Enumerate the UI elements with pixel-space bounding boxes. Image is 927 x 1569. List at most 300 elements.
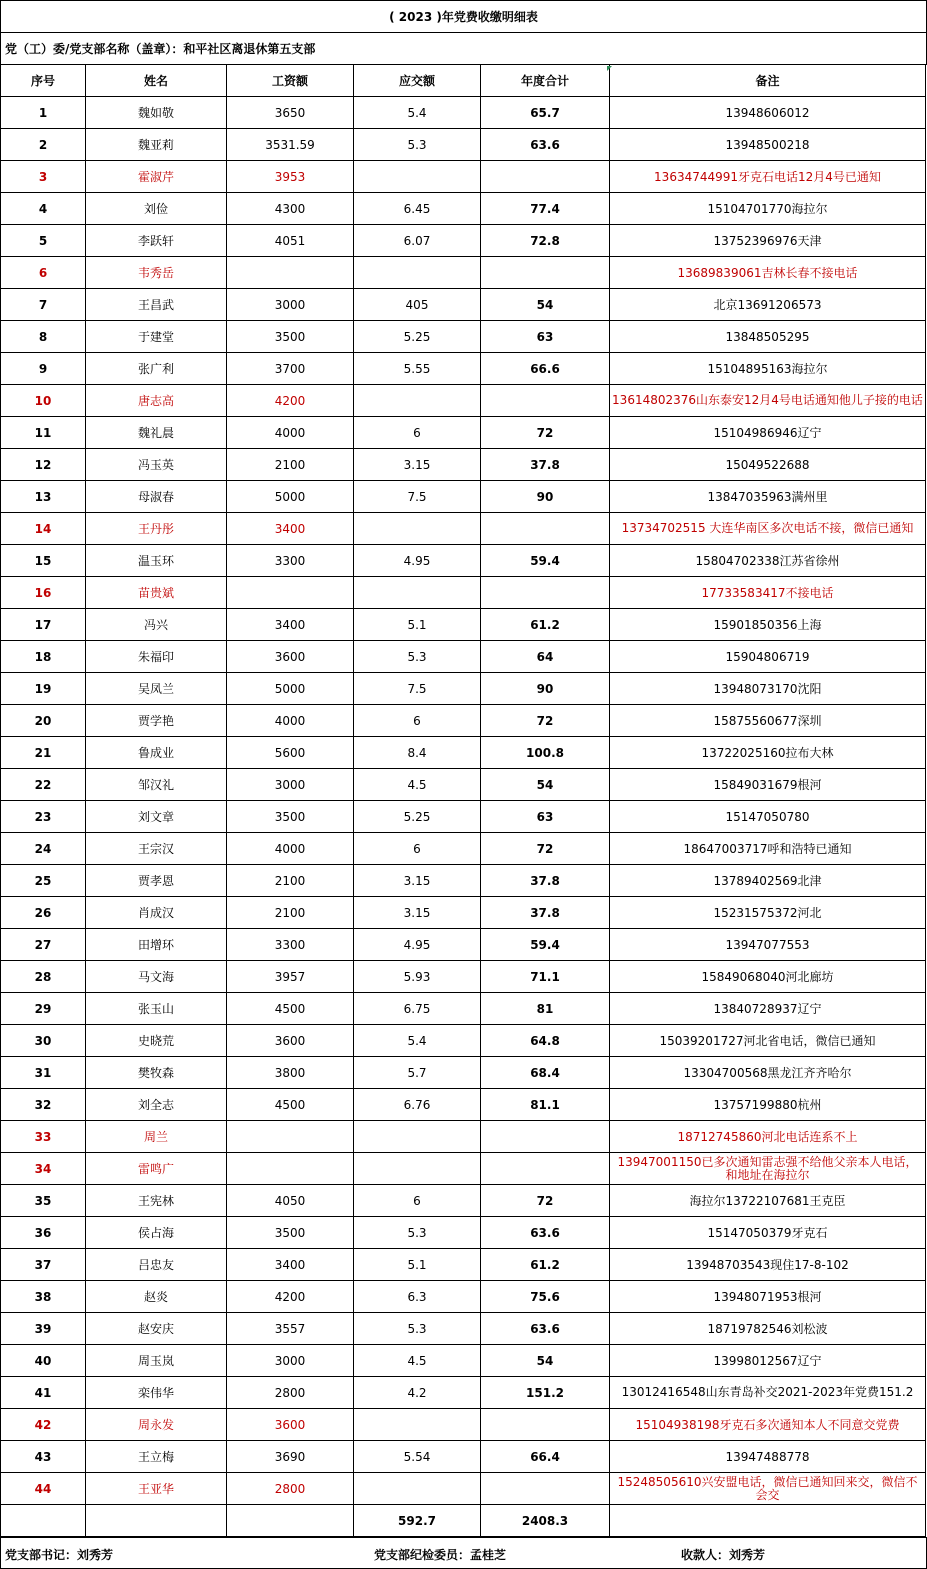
row-no: 43 bbox=[0, 1441, 86, 1473]
row-salary: 3600 bbox=[227, 641, 354, 673]
row-no: 1 bbox=[0, 97, 86, 129]
table-row bbox=[0, 1121, 927, 1153]
row-salary bbox=[227, 577, 354, 609]
row-name: 韦秀岳 bbox=[86, 257, 227, 289]
row-total: 81.1 bbox=[481, 1089, 610, 1121]
row-name: 刘全志 bbox=[86, 1089, 227, 1121]
row-salary: 3300 bbox=[227, 545, 354, 577]
row-total: 72.8 bbox=[481, 225, 610, 257]
row-salary: 4200 bbox=[227, 1281, 354, 1313]
row-total: 63 bbox=[481, 801, 610, 833]
row-due: 5.4 bbox=[354, 97, 481, 129]
totals-no bbox=[0, 1505, 86, 1537]
row-name: 王宪林 bbox=[86, 1185, 227, 1217]
inspector-label: 党支部纪检委员：孟桂芝 bbox=[374, 1548, 507, 1562]
row-note: 13614802376山东泰安12月4号电话通知他儿子接的电话 bbox=[610, 385, 926, 417]
row-due bbox=[354, 257, 481, 289]
row-name: 赵安庆 bbox=[86, 1313, 227, 1345]
row-name: 王立梅 bbox=[86, 1441, 227, 1473]
row-due: 7.5 bbox=[354, 481, 481, 513]
row-total: 72 bbox=[481, 705, 610, 737]
row-note: 15147050780 bbox=[610, 801, 926, 833]
row-total: 63.6 bbox=[481, 1217, 610, 1249]
table-row bbox=[0, 833, 927, 865]
table-row bbox=[0, 673, 927, 705]
row-due: 6.3 bbox=[354, 1281, 481, 1313]
row-no: 13 bbox=[0, 481, 86, 513]
row-due: 4.95 bbox=[354, 545, 481, 577]
row-salary bbox=[227, 1153, 354, 1185]
row-total bbox=[481, 1153, 610, 1185]
totals-total: 2408.3 bbox=[481, 1505, 610, 1537]
row-due: 3.15 bbox=[354, 897, 481, 929]
row-note: 13848505295 bbox=[610, 321, 926, 353]
row-name: 马文海 bbox=[86, 961, 227, 993]
row-no: 26 bbox=[0, 897, 86, 929]
row-total: 68.4 bbox=[481, 1057, 610, 1089]
table-row bbox=[0, 321, 927, 353]
table-row bbox=[0, 1313, 927, 1345]
table-row bbox=[0, 1281, 927, 1313]
row-note: 13948071953根河 bbox=[610, 1281, 926, 1313]
table-row bbox=[0, 737, 927, 769]
table-row bbox=[0, 481, 927, 513]
row-salary: 4051 bbox=[227, 225, 354, 257]
table-row bbox=[0, 705, 927, 737]
table-row bbox=[0, 961, 927, 993]
table-row bbox=[0, 1441, 927, 1473]
table-row bbox=[0, 577, 927, 609]
row-total: 59.4 bbox=[481, 929, 610, 961]
row-no: 31 bbox=[0, 1057, 86, 1089]
row-name: 贾孝恩 bbox=[86, 865, 227, 897]
row-name: 李跃轩 bbox=[86, 225, 227, 257]
row-no: 41 bbox=[0, 1377, 86, 1409]
row-name: 魏如敬 bbox=[86, 97, 227, 129]
row-salary: 4050 bbox=[227, 1185, 354, 1217]
table-row bbox=[0, 929, 927, 961]
row-note: 15901850356上海 bbox=[610, 609, 926, 641]
row-name: 鲁成业 bbox=[86, 737, 227, 769]
row-no: 25 bbox=[0, 865, 86, 897]
row-total: 64 bbox=[481, 641, 610, 673]
row-total bbox=[481, 161, 610, 193]
row-salary: 4300 bbox=[227, 193, 354, 225]
row-due: 5.93 bbox=[354, 961, 481, 993]
table-row bbox=[0, 193, 927, 225]
table-row bbox=[0, 513, 927, 545]
row-total: 71.1 bbox=[481, 961, 610, 993]
table-row bbox=[0, 1249, 927, 1281]
row-note: 13734702515 大连华南区多次电话不接，微信已通知 bbox=[610, 513, 926, 545]
row-salary: 5000 bbox=[227, 673, 354, 705]
row-no: 7 bbox=[0, 289, 86, 321]
row-due: 5.25 bbox=[354, 801, 481, 833]
row-note: 15049522688 bbox=[610, 449, 926, 481]
table-row bbox=[0, 417, 927, 449]
payee-label: 收款人：刘秀芳 bbox=[681, 1548, 766, 1562]
row-no: 27 bbox=[0, 929, 86, 961]
row-no: 30 bbox=[0, 1025, 86, 1057]
row-total: 72 bbox=[481, 417, 610, 449]
row-due: 6.45 bbox=[354, 193, 481, 225]
row-due: 8.4 bbox=[354, 737, 481, 769]
row-total: 54 bbox=[481, 1345, 610, 1377]
row-no: 39 bbox=[0, 1313, 86, 1345]
row-no: 32 bbox=[0, 1089, 86, 1121]
row-note: 13757199880杭州 bbox=[610, 1089, 926, 1121]
row-name: 魏礼晨 bbox=[86, 417, 227, 449]
row-salary: 4200 bbox=[227, 385, 354, 417]
row-name: 魏亚莉 bbox=[86, 129, 227, 161]
row-due: 4.2 bbox=[354, 1377, 481, 1409]
table-row bbox=[0, 1153, 927, 1185]
row-name: 肖成汉 bbox=[86, 897, 227, 929]
row-name: 贾学艳 bbox=[86, 705, 227, 737]
row-due bbox=[354, 513, 481, 545]
row-note: 13752396976天津 bbox=[610, 225, 926, 257]
row-total bbox=[481, 1409, 610, 1441]
row-no: 6 bbox=[0, 257, 86, 289]
row-no: 15 bbox=[0, 545, 86, 577]
row-total bbox=[481, 577, 610, 609]
row-salary: 3700 bbox=[227, 353, 354, 385]
row-salary: 4000 bbox=[227, 705, 354, 737]
table-row bbox=[0, 449, 927, 481]
row-total bbox=[481, 1121, 610, 1153]
row-note: 13948703543现住17-8-102 bbox=[610, 1249, 926, 1281]
row-due: 3.15 bbox=[354, 865, 481, 897]
row-no: 22 bbox=[0, 769, 86, 801]
table-row bbox=[0, 609, 927, 641]
secretary-label: 党支部书记：刘秀芳 bbox=[5, 1548, 114, 1562]
row-due bbox=[354, 1473, 481, 1505]
table-row bbox=[0, 289, 927, 321]
row-note: 18647003717呼和浩特已通知 bbox=[610, 833, 926, 865]
row-total: 72 bbox=[481, 833, 610, 865]
row-due: 5.55 bbox=[354, 353, 481, 385]
row-note: 15104986946辽宁 bbox=[610, 417, 926, 449]
table-row bbox=[0, 993, 927, 1025]
row-salary: 3800 bbox=[227, 1057, 354, 1089]
row-name: 王昌武 bbox=[86, 289, 227, 321]
footer-row bbox=[0, 1537, 927, 1569]
totals-salary bbox=[227, 1505, 354, 1537]
row-name: 周永发 bbox=[86, 1409, 227, 1441]
row-salary: 3400 bbox=[227, 513, 354, 545]
row-salary: 3650 bbox=[227, 97, 354, 129]
row-name: 周兰 bbox=[86, 1121, 227, 1153]
row-no: 16 bbox=[0, 577, 86, 609]
row-note: 13789402569北津 bbox=[610, 865, 926, 897]
row-no: 21 bbox=[0, 737, 86, 769]
row-due: 5.7 bbox=[354, 1057, 481, 1089]
row-due: 6.07 bbox=[354, 225, 481, 257]
row-due bbox=[354, 385, 481, 417]
row-salary: 3000 bbox=[227, 769, 354, 801]
row-due: 5.3 bbox=[354, 641, 481, 673]
row-salary: 3600 bbox=[227, 1409, 354, 1441]
row-due: 5.3 bbox=[354, 1217, 481, 1249]
row-total: 75.6 bbox=[481, 1281, 610, 1313]
table-row bbox=[0, 1217, 927, 1249]
row-total bbox=[481, 257, 610, 289]
row-total: 54 bbox=[481, 289, 610, 321]
row-name: 侯占海 bbox=[86, 1217, 227, 1249]
row-name: 张玉山 bbox=[86, 993, 227, 1025]
row-note: 13947001150已多次通知雷志强不给他父亲本人电话，和地址在海拉尔 bbox=[610, 1153, 926, 1185]
row-due: 5.1 bbox=[354, 1249, 481, 1281]
row-total bbox=[481, 385, 610, 417]
row-name: 母淑春 bbox=[86, 481, 227, 513]
table-row bbox=[0, 225, 927, 257]
row-due: 3.15 bbox=[354, 449, 481, 481]
table-row bbox=[0, 353, 927, 385]
row-note: 13689839061吉林长春不接电话 bbox=[610, 257, 926, 289]
row-salary bbox=[227, 1121, 354, 1153]
row-salary: 4500 bbox=[227, 1089, 354, 1121]
row-total: 54 bbox=[481, 769, 610, 801]
row-name: 张广利 bbox=[86, 353, 227, 385]
row-total: 77.4 bbox=[481, 193, 610, 225]
row-note: 15231575372河北 bbox=[610, 897, 926, 929]
org-line: 党（工）委/党支部名称（盖章）：和平社区离退休第五支部 bbox=[0, 33, 927, 65]
row-due: 5.4 bbox=[354, 1025, 481, 1057]
row-total: 90 bbox=[481, 673, 610, 705]
row-no: 20 bbox=[0, 705, 86, 737]
row-salary: 5000 bbox=[227, 481, 354, 513]
row-due: 6 bbox=[354, 1185, 481, 1217]
row-name: 王丹彤 bbox=[86, 513, 227, 545]
row-note: 18712745860河北电话连系不上 bbox=[610, 1121, 926, 1153]
row-no: 36 bbox=[0, 1217, 86, 1249]
row-no: 42 bbox=[0, 1409, 86, 1441]
row-name: 樊牧森 bbox=[86, 1057, 227, 1089]
row-note: 13948606012 bbox=[610, 97, 926, 129]
row-salary: 2100 bbox=[227, 449, 354, 481]
totals-due: 592.7 bbox=[354, 1505, 481, 1537]
row-no: 11 bbox=[0, 417, 86, 449]
row-total: 66.4 bbox=[481, 1441, 610, 1473]
row-name: 冯兴 bbox=[86, 609, 227, 641]
row-due: 6.76 bbox=[354, 1089, 481, 1121]
row-name: 吕忠友 bbox=[86, 1249, 227, 1281]
header-due: 应交额 bbox=[354, 65, 481, 97]
row-salary: 3500 bbox=[227, 1217, 354, 1249]
row-due: 405 bbox=[354, 289, 481, 321]
table-row bbox=[0, 865, 927, 897]
row-note: 13947488778 bbox=[610, 1441, 926, 1473]
row-salary: 3500 bbox=[227, 321, 354, 353]
row-salary: 2800 bbox=[227, 1377, 354, 1409]
table-row bbox=[0, 1409, 927, 1441]
row-total: 81 bbox=[481, 993, 610, 1025]
row-name: 霍淑芹 bbox=[86, 161, 227, 193]
row-note: 15904806719 bbox=[610, 641, 926, 673]
row-note: 13840728937辽宁 bbox=[610, 993, 926, 1025]
row-total: 63.6 bbox=[481, 1313, 610, 1345]
row-note: 15104701770海拉尔 bbox=[610, 193, 926, 225]
row-name: 刘俭 bbox=[86, 193, 227, 225]
row-name: 周玉岚 bbox=[86, 1345, 227, 1377]
row-total: 61.2 bbox=[481, 609, 610, 641]
table-row bbox=[0, 1345, 927, 1377]
row-total: 59.4 bbox=[481, 545, 610, 577]
row-note: 15849068040河北廊坊 bbox=[610, 961, 926, 993]
row-note: 15875560677深圳 bbox=[610, 705, 926, 737]
row-total: 66.6 bbox=[481, 353, 610, 385]
row-no: 38 bbox=[0, 1281, 86, 1313]
row-no: 44 bbox=[0, 1473, 86, 1505]
row-salary: 2100 bbox=[227, 897, 354, 929]
row-total bbox=[481, 513, 610, 545]
totals-note bbox=[610, 1505, 926, 1537]
table-row bbox=[0, 897, 927, 929]
totals-row bbox=[0, 1505, 927, 1537]
row-no: 19 bbox=[0, 673, 86, 705]
row-name: 邹汉礼 bbox=[86, 769, 227, 801]
row-note: 13948500218 bbox=[610, 129, 926, 161]
row-total: 100.8 bbox=[481, 737, 610, 769]
row-due: 4.5 bbox=[354, 769, 481, 801]
row-note: 13948073170沈阳 bbox=[610, 673, 926, 705]
row-due: 5.54 bbox=[354, 1441, 481, 1473]
row-salary: 2800 bbox=[227, 1473, 354, 1505]
row-note: 15147050379牙克石 bbox=[610, 1217, 926, 1249]
row-salary: 3957 bbox=[227, 961, 354, 993]
row-due: 4.5 bbox=[354, 1345, 481, 1377]
row-due: 6 bbox=[354, 833, 481, 865]
row-salary bbox=[227, 257, 354, 289]
table-row bbox=[0, 385, 927, 417]
header-total: 年度合计 bbox=[481, 65, 610, 97]
row-salary: 4000 bbox=[227, 417, 354, 449]
row-total bbox=[481, 1473, 610, 1505]
row-no: 23 bbox=[0, 801, 86, 833]
row-note: 17733583417不接电话 bbox=[610, 577, 926, 609]
header-name: 姓名 bbox=[86, 65, 227, 97]
row-salary: 5600 bbox=[227, 737, 354, 769]
row-note: 海拉尔13722107681王克臣 bbox=[610, 1185, 926, 1217]
row-name: 吴凤兰 bbox=[86, 673, 227, 705]
row-due: 6.75 bbox=[354, 993, 481, 1025]
row-note: 18719782546刘松波 bbox=[610, 1313, 926, 1345]
row-note: 15804702338江苏省徐州 bbox=[610, 545, 926, 577]
row-due: 5.25 bbox=[354, 321, 481, 353]
row-name: 苗贵斌 bbox=[86, 577, 227, 609]
row-total: 64.8 bbox=[481, 1025, 610, 1057]
table-row bbox=[0, 1057, 927, 1089]
row-no: 3 bbox=[0, 161, 86, 193]
row-no: 37 bbox=[0, 1249, 86, 1281]
row-name: 刘文章 bbox=[86, 801, 227, 833]
header-note: 备注 bbox=[610, 65, 926, 97]
row-total: 37.8 bbox=[481, 865, 610, 897]
row-name: 栾伟华 bbox=[86, 1377, 227, 1409]
row-no: 12 bbox=[0, 449, 86, 481]
row-no: 10 bbox=[0, 385, 86, 417]
row-note: 13947077553 bbox=[610, 929, 926, 961]
row-salary: 4000 bbox=[227, 833, 354, 865]
row-due: 7.5 bbox=[354, 673, 481, 705]
row-name: 朱福印 bbox=[86, 641, 227, 673]
table-row bbox=[0, 1185, 927, 1217]
row-no: 40 bbox=[0, 1345, 86, 1377]
row-salary: 3400 bbox=[227, 609, 354, 641]
row-note: 15039201727河北省电话，微信已通知 bbox=[610, 1025, 926, 1057]
row-salary: 3000 bbox=[227, 289, 354, 321]
row-due bbox=[354, 1409, 481, 1441]
row-due: 4.95 bbox=[354, 929, 481, 961]
row-name: 史晓荒 bbox=[86, 1025, 227, 1057]
row-note: 13722025160拉布大林 bbox=[610, 737, 926, 769]
row-name: 温玉环 bbox=[86, 545, 227, 577]
table-row bbox=[0, 129, 927, 161]
table-row bbox=[0, 161, 927, 193]
row-name: 唐志高 bbox=[86, 385, 227, 417]
row-total: 72 bbox=[481, 1185, 610, 1217]
row-due: 6 bbox=[354, 705, 481, 737]
table-row bbox=[0, 641, 927, 673]
row-due bbox=[354, 577, 481, 609]
table-row bbox=[0, 257, 927, 289]
row-no: 2 bbox=[0, 129, 86, 161]
header-no: 序号 bbox=[0, 65, 86, 97]
row-note: 13998012567辽宁 bbox=[610, 1345, 926, 1377]
table-row bbox=[0, 1025, 927, 1057]
row-note: 13304700568黑龙江齐齐哈尔 bbox=[610, 1057, 926, 1089]
table-row bbox=[0, 1473, 927, 1505]
row-due: 5.1 bbox=[354, 609, 481, 641]
row-note: 北京13691206573 bbox=[610, 289, 926, 321]
row-name: 于建堂 bbox=[86, 321, 227, 353]
row-total: 151.2 bbox=[481, 1377, 610, 1409]
row-note: 15104895163海拉尔 bbox=[610, 353, 926, 385]
row-no: 24 bbox=[0, 833, 86, 865]
row-salary: 3500 bbox=[227, 801, 354, 833]
row-note: 15849031679根河 bbox=[610, 769, 926, 801]
row-salary: 2100 bbox=[227, 865, 354, 897]
row-name: 田增环 bbox=[86, 929, 227, 961]
row-no: 35 bbox=[0, 1185, 86, 1217]
row-no: 28 bbox=[0, 961, 86, 993]
row-due bbox=[354, 161, 481, 193]
row-salary: 3557 bbox=[227, 1313, 354, 1345]
row-total: 63.6 bbox=[481, 129, 610, 161]
header-row bbox=[0, 65, 927, 97]
row-no: 8 bbox=[0, 321, 86, 353]
row-no: 33 bbox=[0, 1121, 86, 1153]
row-note: 15248505610兴安盟电话，微信已通知回来交，微信不会交 bbox=[610, 1473, 926, 1505]
row-note: 13847035963满州里 bbox=[610, 481, 926, 513]
table-row bbox=[0, 801, 927, 833]
row-note: 13634744991牙克石电话12月4号已通知 bbox=[610, 161, 926, 193]
sheet-title: ( 2023 )年党费收缴明细表 bbox=[0, 0, 927, 33]
table-row bbox=[0, 1377, 927, 1409]
row-salary: 4500 bbox=[227, 993, 354, 1025]
row-salary: 3600 bbox=[227, 1025, 354, 1057]
row-salary: 3300 bbox=[227, 929, 354, 961]
row-salary: 3400 bbox=[227, 1249, 354, 1281]
row-no: 14 bbox=[0, 513, 86, 545]
row-total: 90 bbox=[481, 481, 610, 513]
row-name: 冯玉英 bbox=[86, 449, 227, 481]
row-no: 9 bbox=[0, 353, 86, 385]
row-no: 5 bbox=[0, 225, 86, 257]
row-no: 17 bbox=[0, 609, 86, 641]
row-due: 5.3 bbox=[354, 1313, 481, 1345]
row-note: 15104938198牙克石多次通知本人不同意交党费 bbox=[610, 1409, 926, 1441]
